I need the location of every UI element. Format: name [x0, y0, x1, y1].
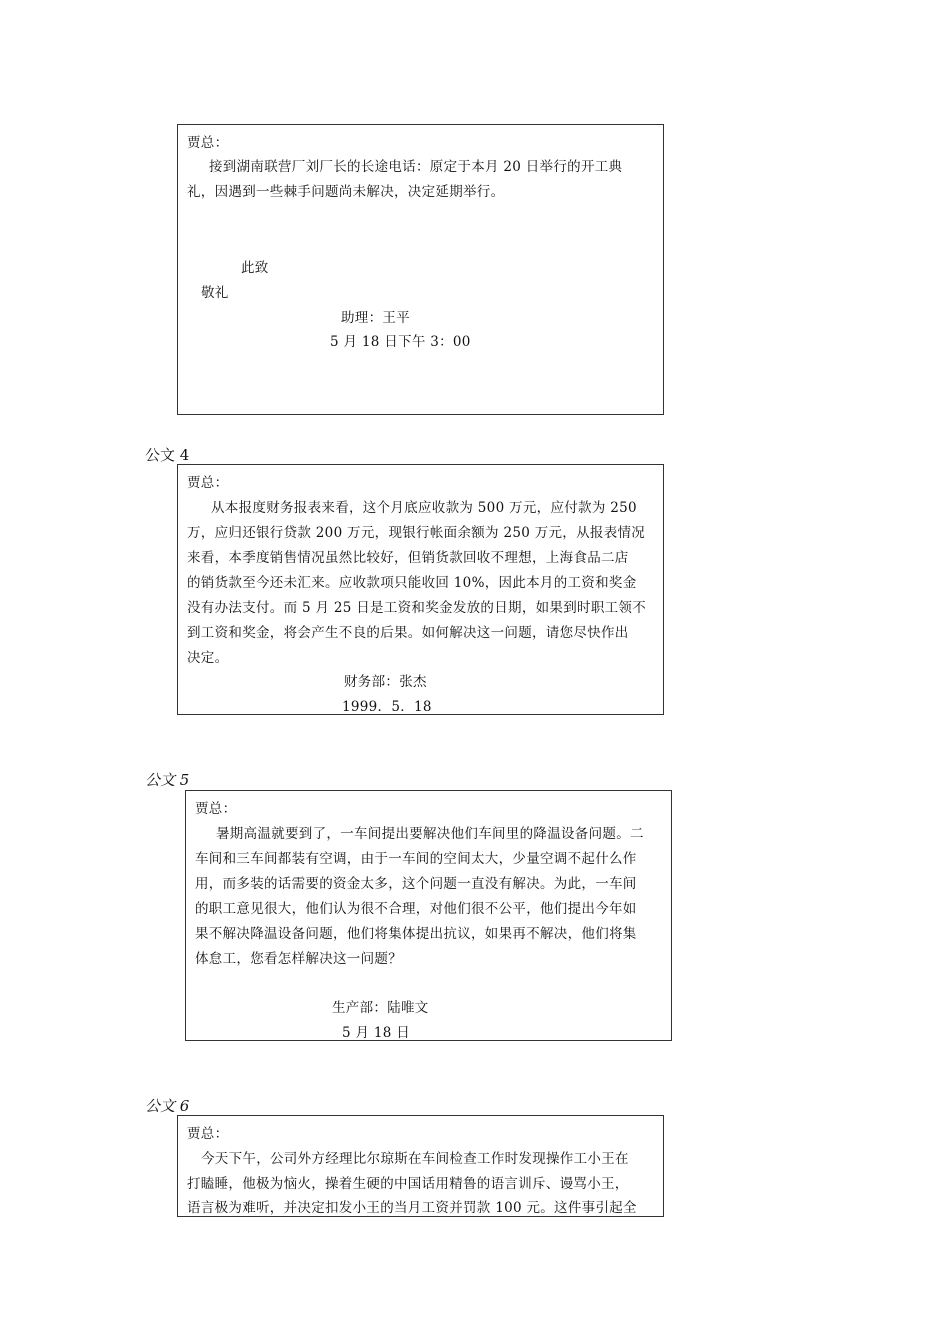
memo-5-heading: 公文 5 — [145, 771, 190, 789]
memo-4-signature: 财务部：张杰 — [344, 674, 427, 690]
memo-4-body-line: 到工资和奖金，将会产生不良的后果。如何解决这一问题，请您尽快作出 — [187, 625, 629, 641]
memo-6-salutation: 贾总： — [187, 1126, 229, 1142]
memo-4-body-line: 从本报度财务报表来看，这个月底应收款为 500 万元，应付款为 250 — [211, 500, 637, 516]
memo-6-heading: 公文 6 — [145, 1097, 190, 1115]
memo-5-body-line: 车间和三车间都装有空调，由于一车间的空间太大，少量空调不起什么作 — [195, 851, 637, 867]
memo-4-salutation: 贾总： — [187, 475, 229, 491]
memo-4-date: 1999．5．18 — [342, 699, 432, 715]
memo-5-body-line: 体怠工，您看怎样解决这一问题？ — [195, 951, 402, 967]
memo-6-box — [177, 1115, 664, 1217]
memo-3-box — [177, 124, 664, 415]
memo-4-box — [177, 464, 664, 715]
memo-3-body-line: 接到湖南联营厂刘厂长的长途电话：原定于本月 20 日举行的开工典 — [209, 159, 623, 175]
memo-5-date: 5 月 18 日 — [342, 1025, 411, 1041]
memo-6-body-line: 语言极为难听，并决定扣发小王的当月工资并罚款 100 元。这件事引起全 — [187, 1200, 637, 1216]
memo-3-signature: 助理：王平 — [341, 310, 410, 326]
memo-3-closing-2: 敬礼 — [201, 285, 229, 301]
memo-4-body-line: 的销货款至今还未汇来。应收款项只能收回 10%，因此本月的工资和奖金 — [187, 575, 637, 591]
memo-5-body-line: 果不解决降温设备问题，他们将集体提出抗议，如果再不解决，他们将集 — [195, 926, 637, 942]
memo-3-body-line: 礼，因遇到一些棘手问题尚未解决，决定延期举行。 — [187, 184, 505, 200]
memo-5-body-line: 的职工意见很大，他们认为很不合理，对他们很不公平，他们提出今年如 — [195, 901, 637, 917]
memo-4-body-line: 没有办法支付。而 5 月 25 日是工资和奖金发放的日期，如果到时职工领不 — [187, 600, 647, 616]
memo-5-signature: 生产部：陆唯文 — [332, 1000, 429, 1016]
memo-4-body-line: 万，应归还银行贷款 200 万元，现银行帐面余额为 250 万元，从报表情况 — [187, 525, 646, 541]
memo-5-body-line: 用，而多装的话需要的资金太多，这个问题一直没有解决。为此，一车间 — [195, 876, 637, 892]
memo-4-body-line: 来看，本季度销售情况虽然比较好，但销货款回收不理想，上海食品二店 — [187, 550, 629, 566]
memo-6-body-line: 今天下午，公司外方经理比尔琼斯在车间检查工作时发现操作工小王在 — [201, 1151, 629, 1167]
memo-4-heading: 公文 4 — [145, 446, 190, 464]
memo-6-body-line: 打瞌睡，他极为恼火，操着生硬的中国话用精鲁的语言训斥、谩骂小王， — [187, 1176, 629, 1192]
memo-3-date: 5 月 18 日下午 3：00 — [330, 334, 471, 350]
memo-5-salutation: 贾总： — [195, 801, 237, 817]
memo-3-salutation: 贾总： — [187, 135, 229, 151]
memo-4-body-line: 决定。 — [187, 650, 229, 666]
memo-3-closing-1: 此致 — [241, 260, 269, 276]
memo-5-box — [185, 790, 672, 1041]
memo-5-body-line: 暑期高温就要到了，一车间提出要解决他们车间里的降温设备问题。二 — [216, 826, 644, 842]
